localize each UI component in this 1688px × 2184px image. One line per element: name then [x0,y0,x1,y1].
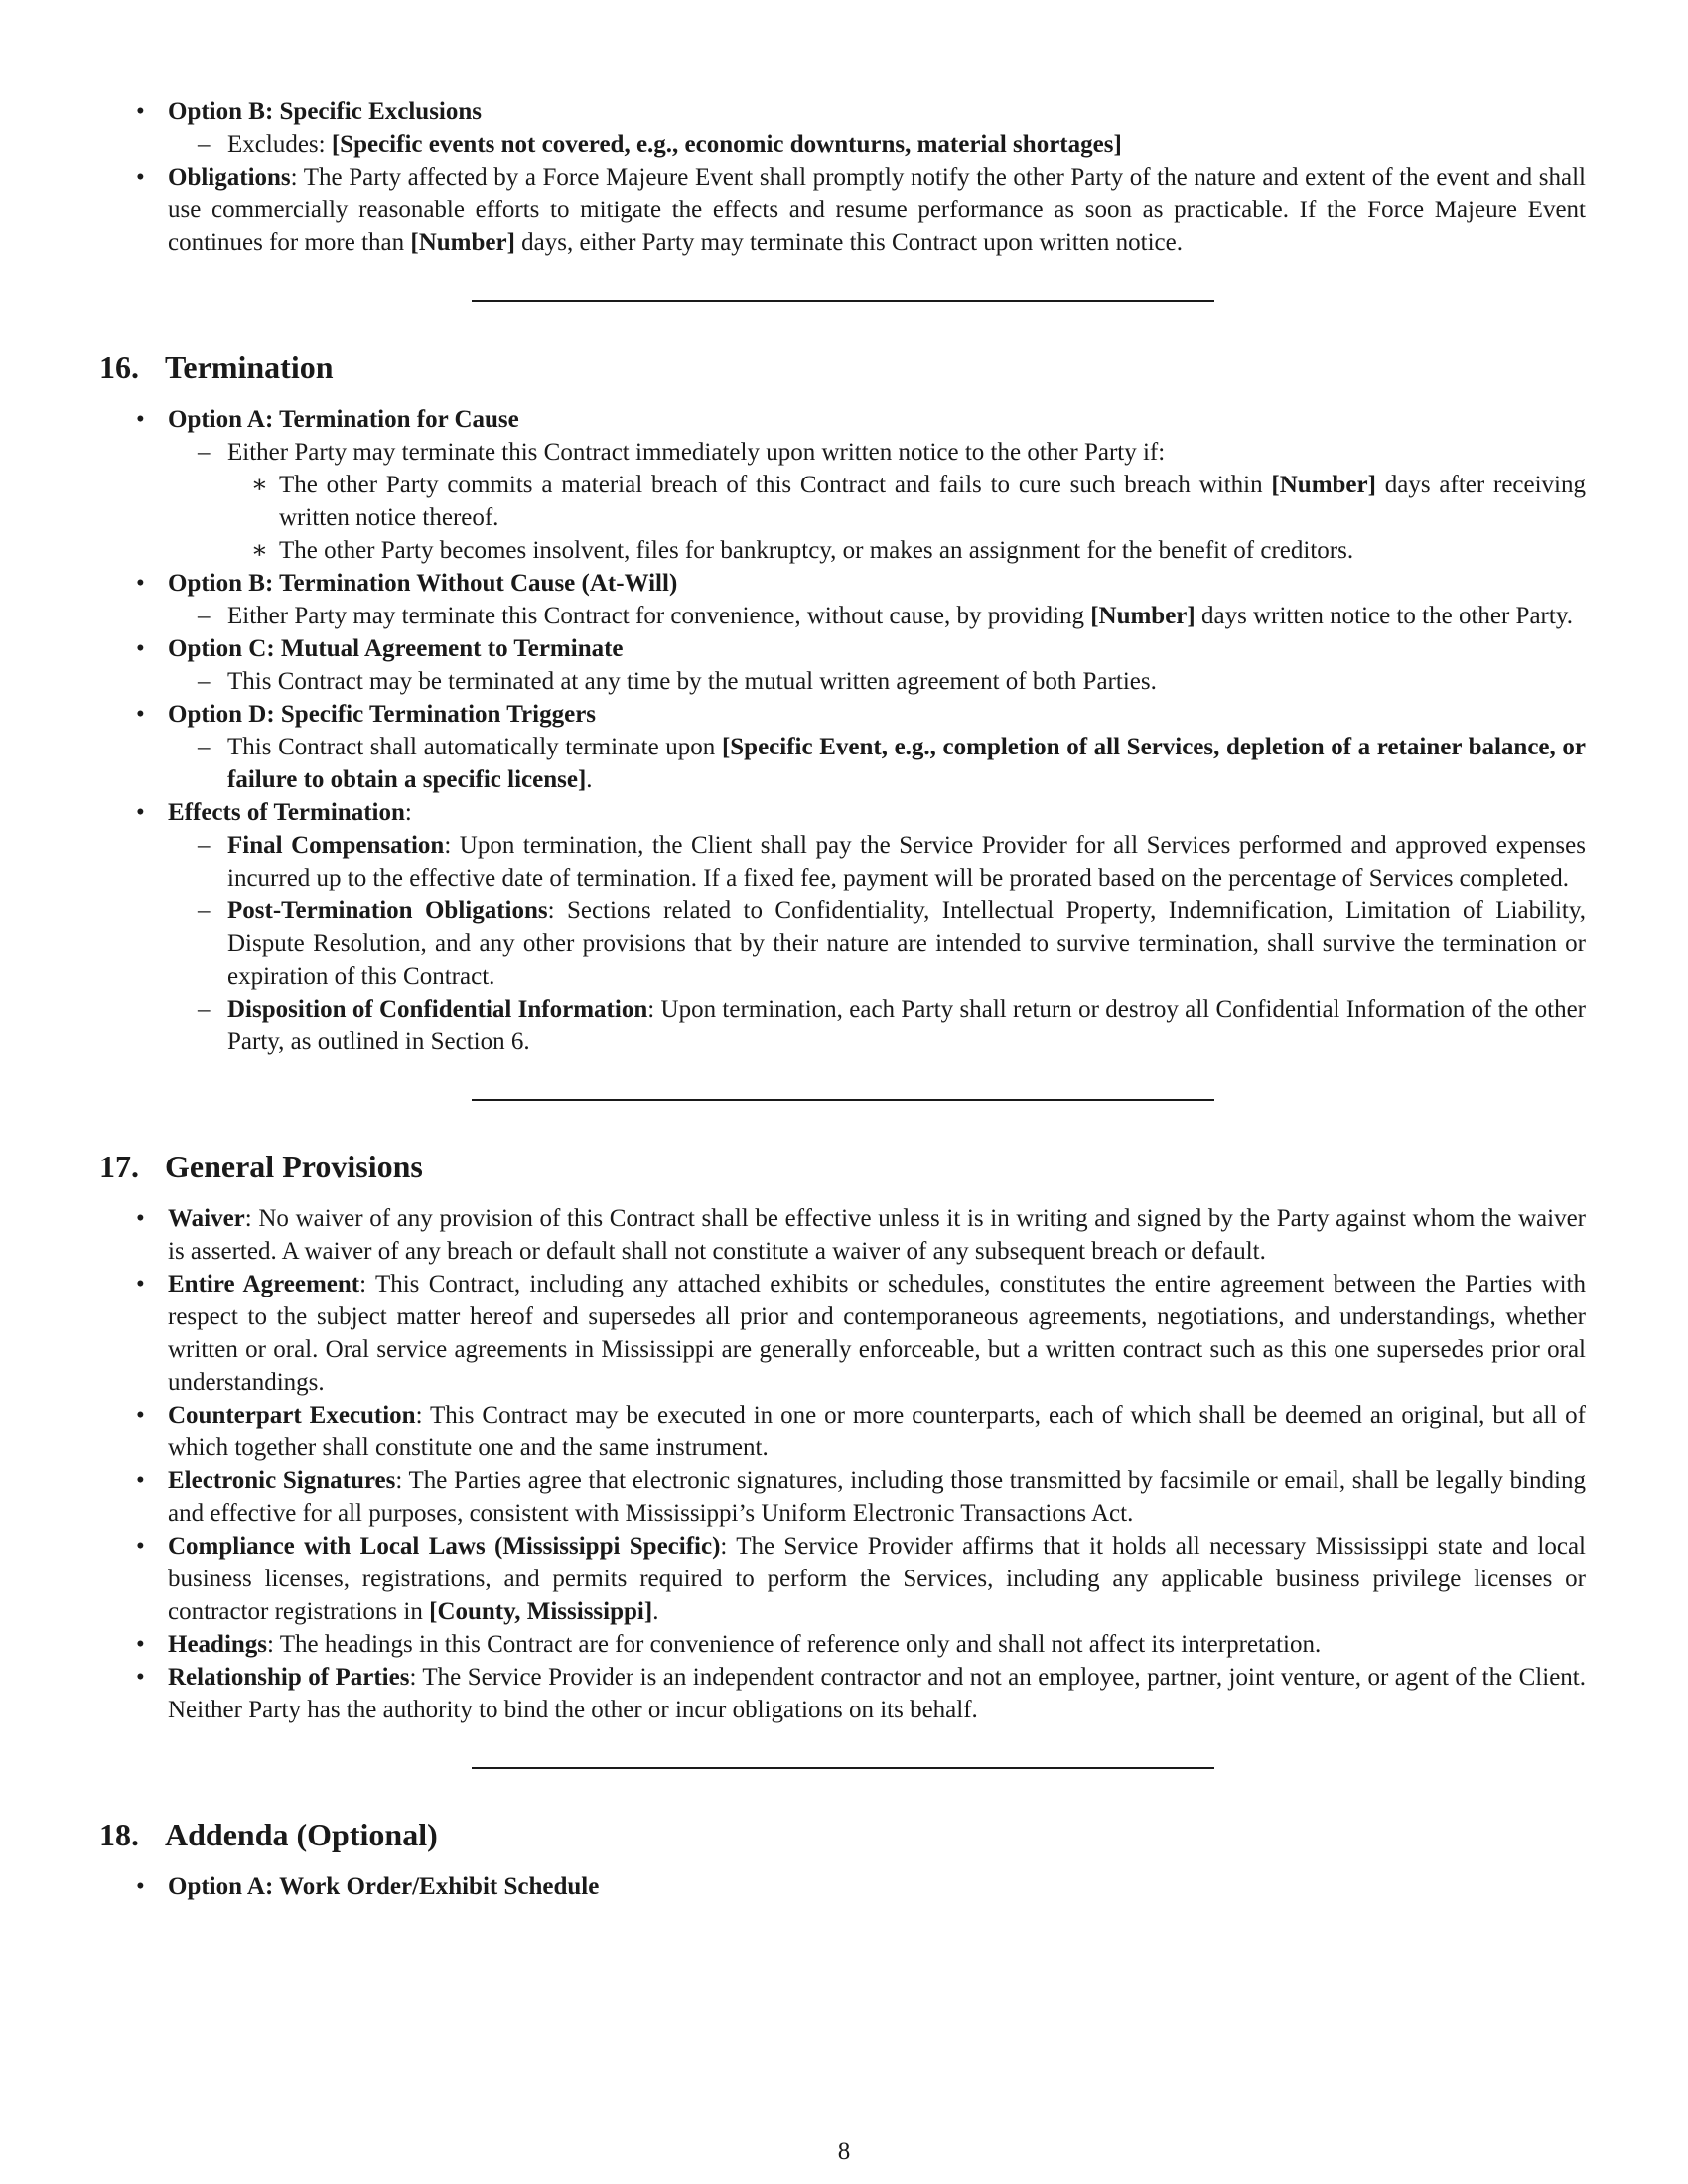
item-title: Post-Termination Obligations [227,897,548,924]
placeholder-text: [Number] [1271,472,1376,498]
option-title: Option D: Specific Termination Triggers [168,701,597,728]
item-title: Entire Agreement [168,1271,360,1297]
list-item [99,1530,1586,1628]
option-title: Option B: Termination Without Cause (At-Will) [168,570,678,597]
sub-list [168,665,1586,698]
item-text: : The headings in this Contract are for convenience of reference only and shall not affect its interpretation. [267,1631,1322,1658]
section-title: Addenda (Optional) [165,1817,438,1852]
item-text: This Contract shall automatically terminate upon [227,734,722,760]
section-heading [99,1815,1586,1854]
list-item [99,1870,1586,1903]
item-text: : This Contract, including any attached exhibits or schedules, constitutes the entire agreement between the Parties with respect to the subject matter hereof and supersedes all prior and contemporaneous agreements, negotiations, and understandings, whether written or oral. Oral service agreements in Mississippi are generally enforceable, but a written contract such as this one supersedes prior oral understandings. [168,1271,1586,1396]
item-text: : Upon termination, each Party shall return or destroy all Confidential Information of the other Party, as outlined in Section 6. [227,996,1586,1055]
list-item [99,1399,1586,1464]
general-provisions-list [99,1202,1586,1726]
list-item [99,1268,1586,1399]
list-item [168,600,1586,632]
list-item [99,403,1586,567]
placeholder-text: [Number] [410,229,515,256]
section-divider [472,300,1214,302]
item-text: days written notice to the other Party. [1195,603,1573,629]
item-title: Disposition of Confidential Information [227,996,648,1023]
item-title: Counterpart Execution [168,1402,416,1429]
option-title: Option A: Work Order/Exhibit Schedule [168,1873,600,1900]
item-text: The other Party commits a material breach of this Contract and fails to cure such breach within [279,472,1272,498]
section-divider [472,1767,1214,1769]
item-text: Either Party may terminate this Contract for convenience, without cause, by providing [227,603,1091,629]
label: Excludes: [227,131,332,158]
item-title: Final Compensation [227,832,445,859]
item-title: Headings [168,1631,268,1658]
section-number: 17. [99,1149,139,1184]
sub-list [168,829,1586,1058]
force-majeure-options-list [99,95,1586,259]
item-title: Electronic Signatures [168,1467,396,1494]
item-text: : [404,799,412,826]
item-title: Effects of Termination [168,799,405,826]
placeholder-text: [County, Mississippi] [429,1598,653,1625]
list-item [99,1628,1586,1661]
placeholder-text: [Number] [1090,603,1196,629]
item-text: : Sections related to Confidentiality, Intellectual Property, Indemnification, Limitation of Liability, Dispute Resolution, and any other provisions that by their nature are intended to survive termination, shall survive the termination or expiration of this Contract. [227,897,1587,990]
item-title: Relationship of Parties [168,1664,410,1691]
list-item [168,128,1586,161]
addenda-list [99,1870,1586,1903]
item-text: . [586,766,593,793]
placeholder-text: [Specific events not covered, e.g., economic downturns, material shortages] [331,131,1122,158]
section-heading [99,1147,1586,1186]
item-text: : The Service Provider affirms that it holds all necessary Mississippi state and local business licenses, registrations, and permits required to perform the Services, including any applicable business privilege licenses or contractor registrations in [168,1533,1586,1625]
section-heading [99,347,1586,387]
sub-list [168,731,1586,796]
option-title: Option C: Mutual Agreement to Terminate [168,635,624,662]
sub-list [168,436,1586,567]
item-text: : The Party affected by a Force Majeure Event shall promptly notify the other Party of the nature and extent of the event and shall use commercially reasonable efforts to mitigate the effects and resume performance as soon as practicable. If the Force Majeure Event continues for more than [168,164,1586,256]
list-item [168,731,1586,796]
section-divider [472,1099,1214,1101]
list-item [99,161,1586,259]
list-item [99,1464,1586,1530]
item-text: : No waiver of any provision of this Contract shall be effective unless it is in writing and signed by the Party against whom the waiver is asserted. A waiver of any breach or default shall not constitute a waiver of any subsequent breach or default. [168,1205,1586,1265]
list-item [168,993,1586,1058]
list-item [99,698,1586,796]
page-content [99,95,1586,1903]
list-item [99,95,1586,161]
item-text: The other Party becomes insolvent, files for bankruptcy, or makes an assignment for the benefit of creditors. [279,537,1354,564]
item-text: This Contract may be terminated at any time by the mutual written agreement of both Parties. [227,668,1157,695]
section-number: 16. [99,349,139,385]
item-title: Waiver [168,1205,245,1232]
item-text: : The Parties agree that electronic signatures, including those transmitted by facsimile or email, shall be legally binding and effective for all purposes, consistent with Mississippi’s Uniform Electronic Transactions Act. [168,1467,1586,1527]
item-text: : Upon termination, the Client shall pay the Service Provider for all Services performed and approved expenses incurred up to the effective date of termination. If a fixed fee, payment will be prorated based on the percentage of Services completed. [227,832,1586,891]
item-text: . [652,1598,659,1625]
placeholder-text: [Specific Event, e.g., completion of all Services, depletion of a retainer balance, or failure to obtain a specific license] [227,734,1586,793]
termination-list [99,403,1586,1058]
list-item [99,1202,1586,1268]
list-item [99,1661,1586,1726]
item-text: : The Service Provider is an independent contractor and not an employee, partner, joint venture, or agent of the Client. Neither Party has the authority to bind the other or incur obligations on its behalf. [168,1664,1586,1723]
list-item [99,796,1586,1058]
list-item [99,632,1586,698]
item-text: days after receiving written notice thereof. [279,472,1586,531]
list-item [168,894,1586,993]
option-title: Option A: Termination for Cause [168,406,519,433]
page-number: 8 [837,2138,851,2165]
item-text: Either Party may terminate this Contract immediately upon written notice to the other Party if: [227,439,1166,466]
list-item [227,534,1586,567]
list-item [99,567,1586,632]
list-item [168,829,1586,894]
sub-list [168,600,1586,632]
item-text: : This Contract may be executed in one or more counterparts, each of which shall be deemed an original, but all of which together shall constitute one and the same instrument. [168,1402,1586,1461]
section-number: 18. [99,1817,139,1852]
item-text: days, either Party may terminate this Contract upon written notice. [514,229,1183,256]
section-title: Termination [165,349,334,385]
list-item [227,469,1586,534]
option-title: Option B: Specific Exclusions [168,98,483,125]
sub-list [168,128,1586,161]
section-title: General Provisions [165,1149,423,1184]
list-item [168,665,1586,698]
item-title: Obligations [168,164,291,191]
item-title: Compliance with Local Laws (Mississippi Specific) [168,1533,721,1560]
list-item [168,436,1586,567]
sub-sub-list [227,469,1586,567]
